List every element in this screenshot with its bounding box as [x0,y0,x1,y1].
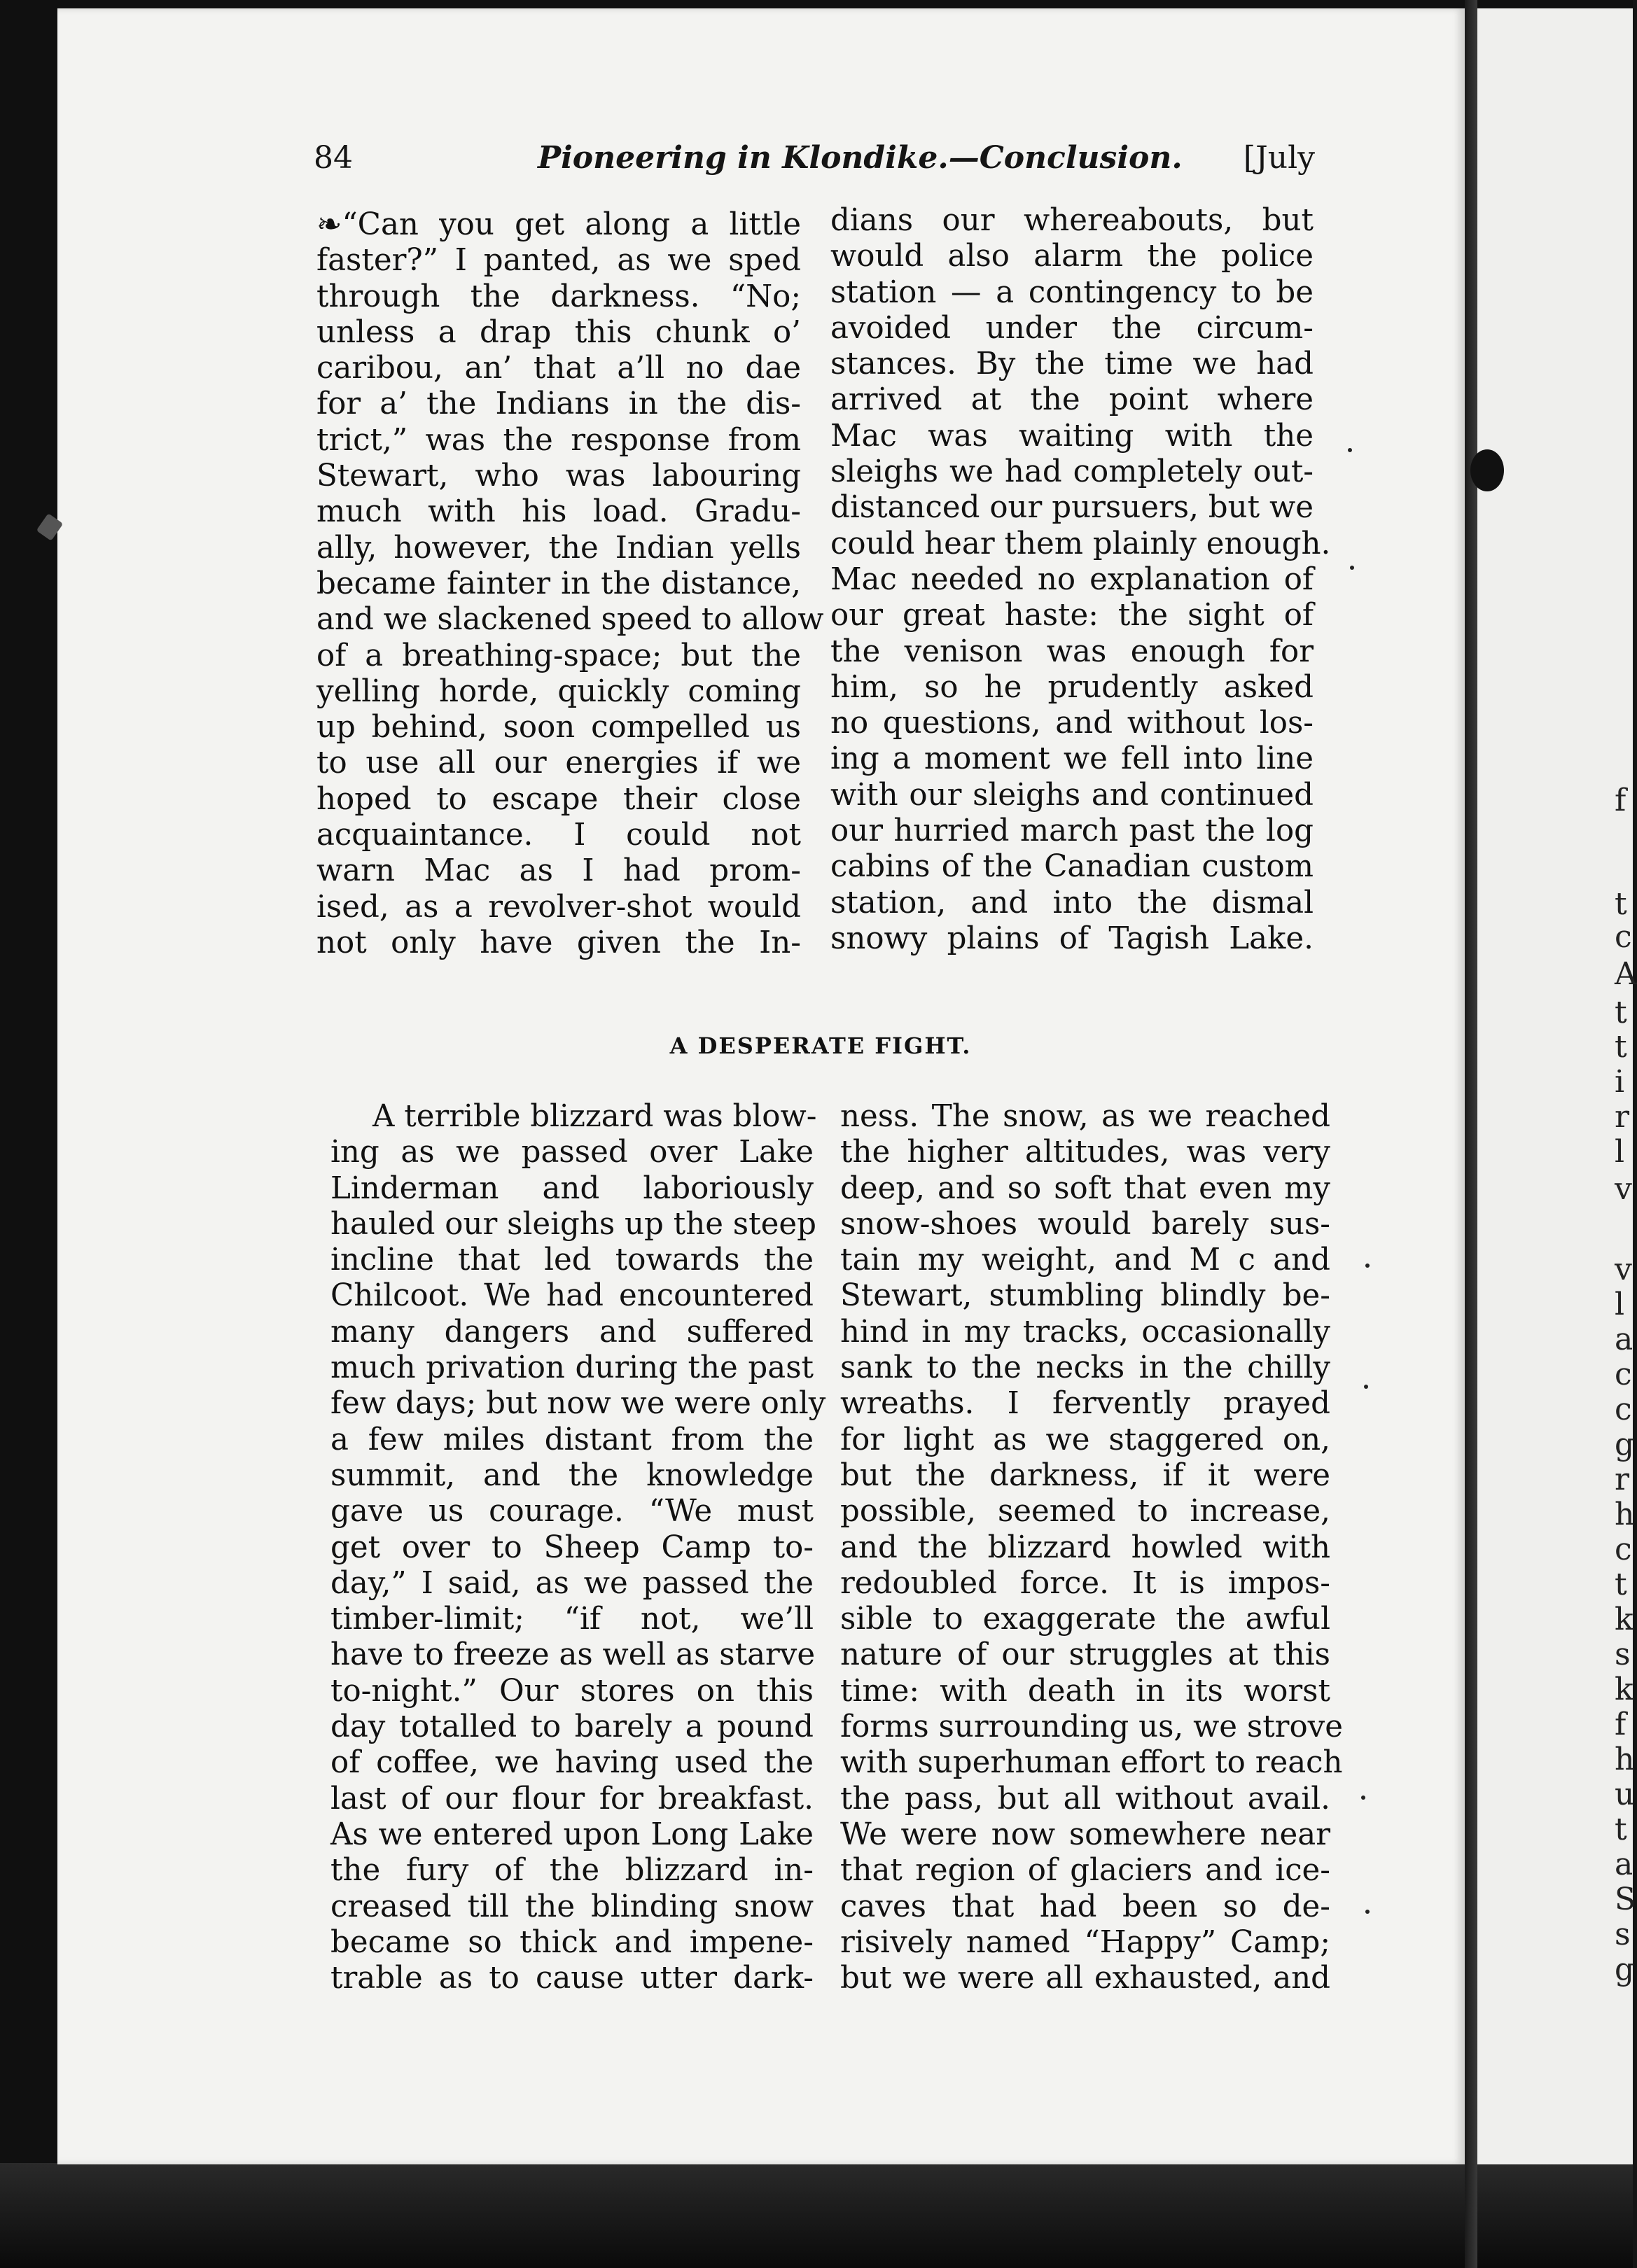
text-line: with superhuman effort to reach [840,1745,1343,1781]
text-line: A terrible blizzard was blow- [372,1099,817,1134]
facing-page-letter: s [1615,1637,1631,1672]
text-line: yelling horde, quickly coming [316,673,801,709]
speck [1365,1264,1370,1268]
text-line: gave us courage. “We must [330,1494,814,1530]
text-line: distanced our pursuers, but we [830,490,1314,526]
text-line: risively named “Happy” Camp; [840,1924,1330,1960]
facing-page-letter: a [1615,1847,1633,1882]
text-line: no questions, and without los- [830,706,1314,741]
text-line: ing a moment we fell into line [830,741,1314,777]
facing-page-letter: g [1615,1427,1635,1462]
text-line: not only have given the In- [316,925,801,960]
text-line: trable as to cause utter dark- [330,1961,814,1996]
text-line: last of our flour for breakfast. [330,1781,814,1816]
speck [1365,1910,1370,1914]
facing-page-letter: t [1615,995,1627,1030]
text-line: many dangers and suffered [330,1314,814,1350]
facing-page-letter: f [1615,783,1626,818]
text-line: him, so he prudently asked [830,669,1314,705]
text-line: station — a contingency to be [830,274,1314,310]
text-line: for a’ the Indians in the dis- [316,386,801,422]
text-line: could hear them plainly enough. [830,526,1331,561]
text-line: unless a drap this chunk o’ [316,314,801,350]
text-line: We were now somewhere near [840,1816,1330,1852]
text-line: much with his load. Gradu- [316,494,801,530]
text-line: deep, and so soft that even my [840,1170,1330,1206]
text-line: ised, as a revolver-shot would [316,889,801,925]
text-line: the pass, but all without avail. [840,1781,1330,1816]
text-line: avoided under the circum- [830,310,1314,346]
text-line: stances. By the time we had [830,346,1314,382]
page-number: 84 [314,140,353,176]
speck [1350,566,1354,570]
text-line: wreaths. I fervently prayed [840,1386,1330,1422]
text-line: acquaintance. I could not [316,818,801,853]
text-line: but we were all exhausted, and [840,1961,1330,1996]
text-line: As we entered upon Long Lake [330,1816,814,1852]
running-title: Pioneering in Klondike.—Conclusion. [538,140,1183,176]
text-line: nature of our struggles at this [840,1637,1330,1673]
facing-page-letter: a [1615,1322,1633,1357]
text-line: through the darkness. “No; [316,279,801,314]
running-header [314,140,1315,189]
facing-page-letter: l [1615,1287,1625,1322]
speck [1348,448,1352,452]
text-column-top-right [830,203,1331,957]
text-column-bottom-right [840,1099,1343,1996]
facing-page-letter: t [1615,1567,1627,1602]
text-line: trict,” was the response from [316,422,801,458]
text-line: ing as we passed over Lake [330,1135,814,1170]
scan-bottom-shadow [0,2163,1633,2268]
text-line: for light as we staggered on, [840,1422,1330,1457]
facing-page-letter: A [1615,956,1637,992]
text-column-bottom-left [330,1099,826,1996]
text-line: cabins of the Canadian custom [830,849,1314,885]
text-line: Stewart, stumbling blindly be- [840,1278,1330,1314]
text-line: few days; but now we were only [330,1386,826,1422]
text-line: a few miles distant from the [330,1422,814,1457]
facing-page-letter: l [1615,1134,1625,1170]
text-line: hind in my tracks, occasionally [840,1314,1330,1350]
facing-page-letter: k [1615,1672,1633,1707]
text-line: up behind, soon compelled us [316,710,801,746]
text-line: caves that had been so de- [840,1889,1330,1924]
text-line: redoubled force. It is impos- [840,1565,1330,1601]
text-line: possible, seemed to increase, [840,1494,1330,1530]
facing-page-letter: k [1615,1602,1633,1637]
text-line: hauled our sleighs up the steep [330,1206,816,1242]
facing-page-letter: v [1615,1171,1632,1207]
text-line: ness. The snow, as we reached [840,1099,1330,1134]
facing-page-letter: c [1615,1392,1632,1427]
running-month: [July [1243,140,1315,176]
text-line: much privation during the past [330,1350,814,1386]
text-line: day totalled to barely a pound [330,1709,814,1745]
facing-page-letter: c [1615,1357,1632,1392]
text-line: with our sleighs and continued [830,777,1314,813]
text-line: that region of glaciers and ice- [840,1853,1330,1889]
text-line: dians our whereabouts, but [830,203,1314,238]
text-line: tain my weight, and M c and [840,1242,1330,1278]
text-line: station, and into the dismal [830,885,1314,920]
facing-page-letter: r [1615,1099,1630,1135]
speck [1364,1385,1368,1389]
text-column-top-left [316,207,824,961]
text-line: would also alarm the police [830,239,1314,274]
text-line: Stewart, who was labouring [316,458,801,494]
text-line: of coffee, we having used the [330,1745,814,1781]
text-line: sank to the necks in the chilly [840,1350,1330,1386]
text-line: became fainter in the distance, [316,566,801,601]
facing-page-letter: s [1615,1917,1631,1952]
text-line: our great haste: the sight of [830,598,1314,634]
text-line: the higher altitudes, was very [840,1135,1330,1170]
text-line: Mac was waiting with the [830,418,1314,454]
text-line: to-night.” Our stores on this [330,1673,814,1709]
facing-page-letter: t [1615,1812,1627,1847]
text-line: the venison was enough for [830,634,1314,669]
facing-page-letter: h [1615,1742,1635,1777]
text-line: ally, however, the Indian yells [316,530,801,566]
text-line: hoped to escape their close [316,781,801,817]
text-line: warn Mac as I had prom- [316,853,801,889]
facing-page-letter: t [1615,1029,1627,1065]
text-line: forms surrounding us, we strove [840,1709,1343,1745]
text-line: incline that led towards the [330,1242,814,1278]
speck [1361,1795,1365,1800]
book-gutter [1465,0,1477,2268]
text-line: Mac needed no explanation of [830,561,1314,597]
text-line: arrived at the point where [830,382,1314,418]
text-line: caribou, an’ that a’ll no dae [316,351,801,386]
text-line: timber-limit; “if not, we’ll [330,1602,814,1637]
text-line: to use all our energies if we [316,746,801,781]
text-line: and the blizzard howled with [840,1530,1330,1565]
text-line: summit, and the knowledge [330,1457,814,1493]
text-line: became so thick and impene- [330,1924,814,1960]
facing-page-letter: h [1615,1497,1635,1532]
facing-page-letter: g [1615,1952,1635,1987]
facing-page-edge [1477,8,1637,2164]
text-line: Linderman and laboriously [330,1170,814,1206]
text-line: of a breathing-space; but the [316,638,801,673]
facing-page-letter: f [1615,1707,1626,1742]
text-line: get over to Sheep Camp to- [330,1530,814,1565]
text-line: snow-shoes would barely sus- [840,1206,1330,1242]
text-line: sible to exaggerate the awful [840,1602,1330,1637]
text-line: but the darkness, if it were [840,1457,1330,1493]
text-line: faster?” I panted, as we sped [316,243,801,279]
facing-page-letter: i [1615,1064,1625,1100]
text-line: Chilcoot. We had encountered [330,1278,814,1314]
facing-page-letter: v [1615,1252,1632,1287]
text-line: and we slackened speed to allow [316,602,824,638]
ink-blot [1470,449,1504,491]
text-line: have to freeze as well as starve [330,1637,816,1673]
facing-page-letter: S [1615,1882,1636,1917]
text-line: snowy plains of Tagish Lake. [830,920,1314,956]
facing-page-letter: u [1615,1777,1635,1812]
facing-page-letter: r [1615,1462,1630,1497]
facing-page-letter: t [1615,886,1627,922]
text-line: day,” I said, as we passed the [330,1565,814,1601]
facing-page-letter: c [1615,919,1632,955]
text-line: the fury of the blizzard in- [330,1853,814,1889]
text-line: our hurried march past the log [830,813,1314,849]
text-line: ❧“Can you get along a little [316,207,801,242]
text-line: time: with death in its worst [840,1673,1330,1709]
facing-page-letter: c [1615,1532,1632,1567]
section-heading: A DESPERATE FIGHT. [669,1032,972,1059]
text-line: creased till the blinding snow [330,1889,814,1924]
text-line: sleighs we had completely out- [830,454,1314,490]
